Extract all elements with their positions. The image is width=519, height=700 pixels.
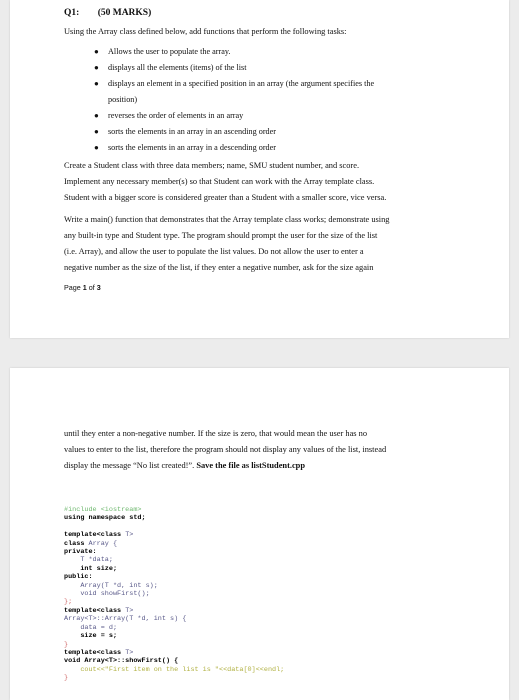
task-item: ● displays all the elements (items) of the list [64,60,479,76]
bullet-icon: ● [94,63,99,72]
page-2-content [64,426,479,683]
page-1-content [64,8,479,292]
question-label: Q1: [64,8,80,18]
task-list [64,44,479,156]
bullet-icon: ● [94,47,99,56]
task-item: ● Allows the user to populate the array. [64,44,479,60]
bullet-icon: ● [94,111,99,120]
main-function-paragraph: Write a main() function that demonstrates that the Array template class works; demonstrate using any built-in type and Student type. The program should prompt the user for the size of the list (i.e. Array), and allow the user to populate the list values. Do not allow the user to enter a negative number as the size of the list, if they enter a negative number, ask for the size again [64,215,390,272]
bullet-icon: ● [94,79,99,88]
question-marks: (50 MARKS) [97,8,152,18]
document-page-2 [10,368,509,700]
bullet-icon: ● [94,127,99,136]
task-item: ● reverses the order of elements in an array [64,108,479,124]
question-intro: Using the Array class defined below, add functions that perform the following tasks: [64,27,347,36]
continuation-paragraph: until they enter a non-negative number. If the size is zero, that would mean the user has no values to enter to the list, therefore the program should not display any values of the list, instead display the message “No list created!”. Save the file as listStudent.cpp [64,429,387,470]
task-item-continued: position) [108,95,138,104]
page-number: Page 1 of 3 [64,283,101,292]
student-class-paragraph: Create a Student class with three data members; name, SMU student number, and score. Implement any necessary member(s) so that Student can work with the Array template class. Student with a bigger score is considered greater than a Student with a smaller score, vice versa. [64,161,387,202]
question-heading [64,8,479,18]
task-item: ● displays an element in a specified position in an array (the argument specifies the [64,76,479,92]
bullet-icon: ● [94,143,99,152]
save-instruction: Save the file as listStudent.cpp [196,461,305,470]
code-listing: #include <iostream> using namespace std; template<class T> class Array { private: T *data; int size; public: Array(T *d, int s); void showFirst(); }; template<class T> Array<T>::Array(T *d, int s) { data = d; size = s; } template<class T> void Array<T>::showFirst() { cout<<"First item on the list is "<<data[0]<<endl; } [64,506,285,683]
document-page-1 [10,0,509,338]
task-item: ● sorts the elements in an array in a descending order [64,140,479,156]
task-item: ● sorts the elements in an array in an ascending order [64,124,479,140]
